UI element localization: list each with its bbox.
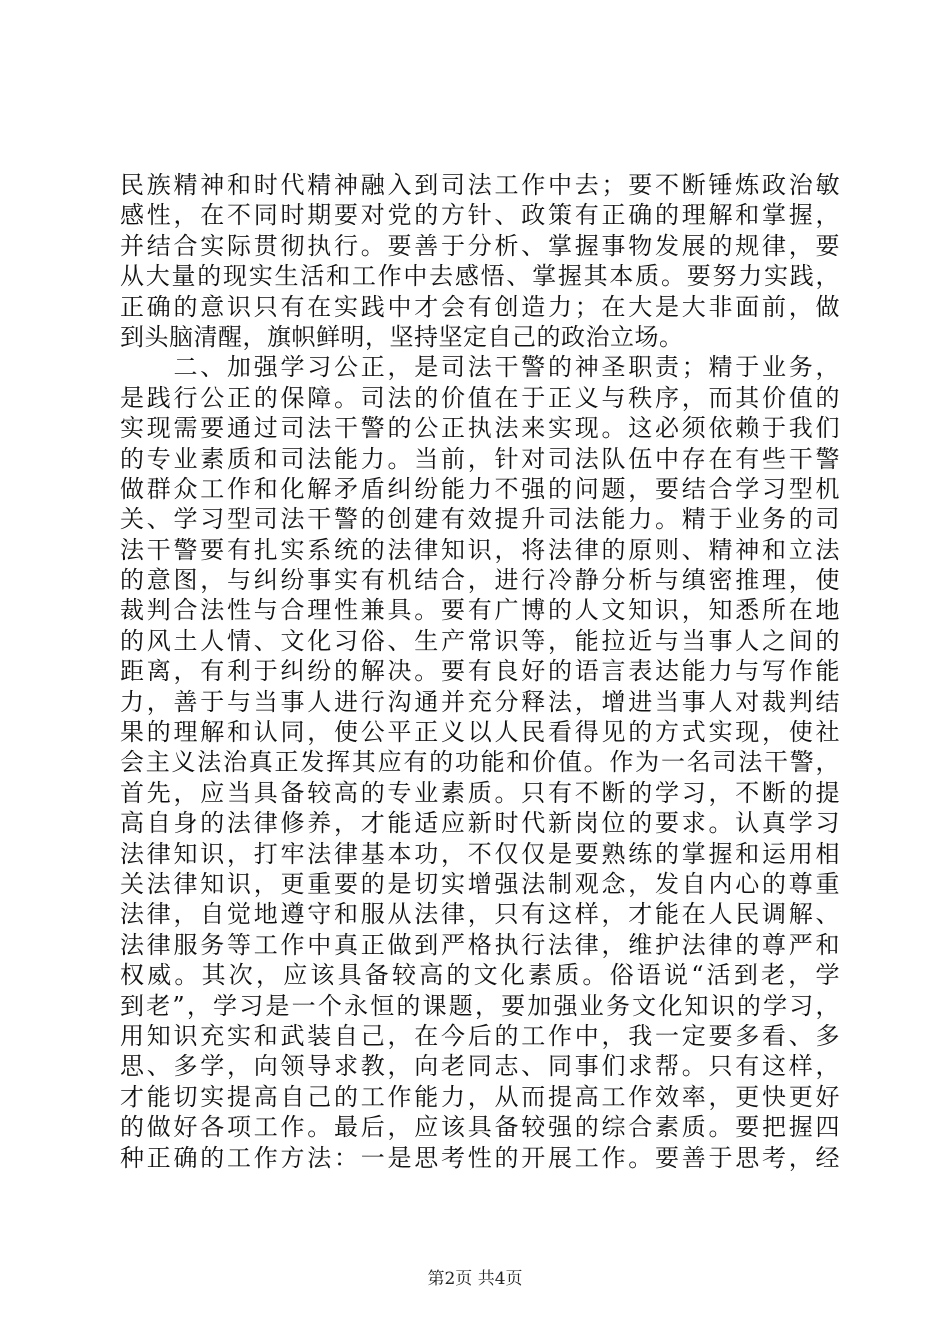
text-line: 正确的意识只有在实践中才会有创造力；在大是大非面前，做 xyxy=(120,292,840,321)
text-line: 的风土人情、文化习俗、生产常识等，能拉近与当事人之间的 xyxy=(120,626,840,655)
paragraph-2 xyxy=(120,352,840,1173)
text-line: 是践行公正的保障。司法的价值在于正义与秩序，而其价值的 xyxy=(120,383,840,412)
text-line: 感性，在不同时期要对党的方针、政策有正确的理解和掌握， xyxy=(120,201,840,230)
text-line: 法干警要有扎实系统的法律知识，将法律的原则、精神和立法 xyxy=(120,535,840,564)
text-line: 法律，自觉地遵守和服从法律，只有这样，才能在人民调解、 xyxy=(120,900,840,929)
text-line: 的专业素质和司法能力。当前，针对司法队伍中存在有些干警 xyxy=(120,444,840,473)
text-line: 实现需要通过司法干警的公正执法来实现。这必须依赖于我们 xyxy=(120,414,840,443)
text-line: 法律服务等工作中真正做到严格执行法律，维护法律的尊严和 xyxy=(120,930,840,959)
text-line: 权威。其次，应该具备较高的文化素质。俗语说“活到老，学 xyxy=(120,961,840,990)
text-line: 民族精神和时代精神融入到司法工作中去；要不断锤炼政治敏 xyxy=(120,171,840,199)
text-line: 的意图，与纠纷事实有机结合，进行冷静分析与缜密推理，使 xyxy=(120,566,840,595)
document-body xyxy=(120,170,840,1173)
text-line: 到老”，学习是一个永恒的课题，要加强业务文化知识的学习， xyxy=(120,991,840,1020)
text-line: 的做好各项工作。最后，应该具备较强的综合素质。要把握四 xyxy=(120,1113,840,1142)
text-line: 距离，有利于纠纷的解决。要有良好的语言表达能力与写作能 xyxy=(120,657,840,686)
text-line: 做群众工作和化解矛盾纠纷能力不强的问题，要结合学习型机 xyxy=(120,474,840,503)
text-line: 会主义法治真正发挥其应有的功能和价值。作为一名司法干警， xyxy=(120,748,840,777)
text-line: 种正确的工作方法：一是思考性的开展工作。要善于思考，经 xyxy=(120,1143,840,1172)
text-line: 果的理解和认同，使公平正义以人民看得见的方式实现，使社 xyxy=(120,718,840,747)
text-line: 关、学习型司法干警的创建有效提升司法能力。精于业务的司 xyxy=(120,505,840,534)
text-line: 裁判合法性与合理性兼具。要有广博的人文知识，知悉所在地 xyxy=(120,596,840,625)
text-line: 二、加强学习公正，是司法干警的神圣职责；精于业务， xyxy=(120,353,840,382)
text-line: 用知识充实和武装自己，在今后的工作中，我一定要多看、多 xyxy=(120,1021,840,1050)
text-line: 力，善于与当事人进行沟通并充分释法，增进当事人对裁判结 xyxy=(120,687,840,716)
text-line: 首先，应当具备较高的专业素质。只有不断的学习，不断的提 xyxy=(120,778,840,807)
page-number-footer: 第2页 共4页 xyxy=(427,1269,523,1289)
paragraph-1 xyxy=(120,170,840,352)
text-line: 才能切实提高自己的工作能力，从而提高工作效率，更快更好 xyxy=(120,1082,840,1111)
text-line: 高自身的法律修养，才能适应新时代新岗位的要求。认真学习 xyxy=(120,809,840,838)
text-line: 法律知识，打牢法律基本功，不仅仅是要熟练的掌握和运用相 xyxy=(120,839,840,868)
text-line: 思、多学，向领导求教，向老同志、同事们求帮。只有这样， xyxy=(120,1052,840,1081)
text-line: 到头脑清醒，旗帜鲜明，坚持坚定自己的政治立场。 xyxy=(120,322,684,351)
text-line: 关法律知识，更重要的是切实增强法制观念，发自内心的尊重 xyxy=(120,869,840,898)
text-line: 并结合实际贯彻执行。要善于分析、掌握事物发展的规律，要 xyxy=(120,231,840,260)
text-line: 从大量的现实生活和工作中去感悟、掌握其本质。要努力实践， xyxy=(120,262,840,291)
